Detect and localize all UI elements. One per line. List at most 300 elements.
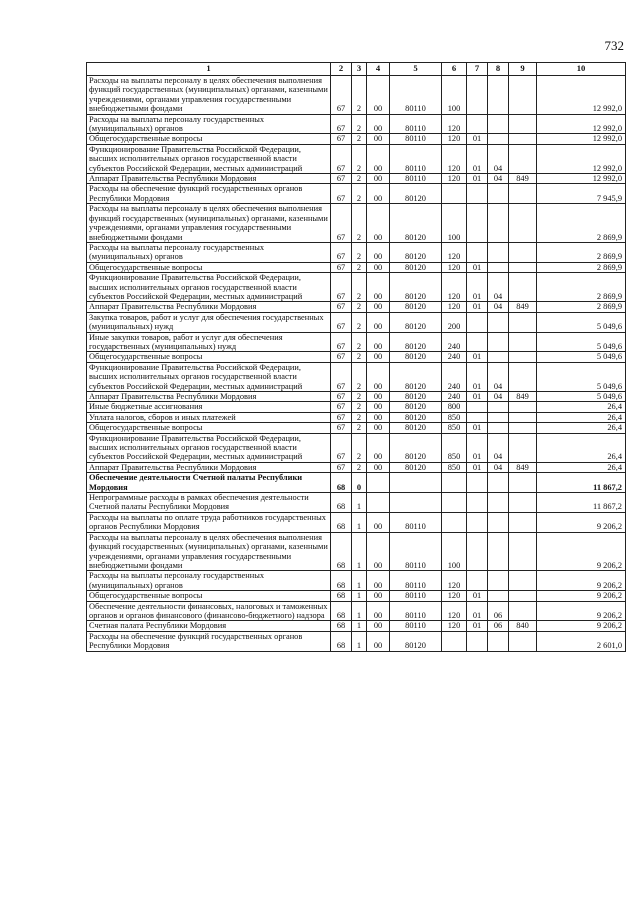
col-code-6: 120 <box>442 174 467 184</box>
col-code-6: 850 <box>442 423 467 433</box>
col-code-7 <box>467 473 488 493</box>
header-cell: 3 <box>352 63 367 76</box>
table-row <box>87 204 626 243</box>
col-code-6: 120 <box>442 591 467 601</box>
col-code-4: 00 <box>367 204 390 243</box>
col-code-8 <box>488 262 509 272</box>
col-code-6: 850 <box>442 462 467 472</box>
col-code-2: 67 <box>331 204 352 243</box>
col-code-9 <box>509 362 537 391</box>
col-code-8 <box>488 591 509 601</box>
col-code-2: 67 <box>331 242 352 262</box>
col-code-8 <box>488 312 509 332</box>
col-code-4: 00 <box>367 433 390 462</box>
row-amount: 2 869,9 <box>537 242 626 262</box>
col-code-6: 120 <box>442 302 467 312</box>
col-code-6: 120 <box>442 621 467 631</box>
col-code-5: 80110 <box>390 532 442 571</box>
row-amount: 11 867,2 <box>537 473 626 493</box>
row-amount: 12 992,0 <box>537 134 626 144</box>
col-code-5: 80120 <box>390 462 442 472</box>
row-description: Расходы на обеспечение функций государственных органов Республики Мордовия <box>87 184 331 204</box>
col-code-8 <box>488 76 509 115</box>
col-code-8: 06 <box>488 601 509 621</box>
col-code-2: 67 <box>331 332 352 352</box>
row-description: Общегосударственные вопросы <box>87 134 331 144</box>
col-code-5: 80110 <box>390 591 442 601</box>
header-cell: 6 <box>442 63 467 76</box>
row-description: Счетная палата Республики Мордовия <box>87 621 331 631</box>
col-code-9 <box>509 273 537 302</box>
col-code-9: 849 <box>509 174 537 184</box>
row-description: Непрограммные расходы в рамках обеспечения деятельности Счетной палаты Республики Мордовия <box>87 493 331 513</box>
row-description: Закупка товаров, работ и услуг для обеспечения государственных (муниципальных) нужд <box>87 312 331 332</box>
col-code-7: 01 <box>467 621 488 631</box>
table-row <box>87 402 626 412</box>
table-row <box>87 571 626 591</box>
col-code-5: 80110 <box>390 76 442 115</box>
col-code-9 <box>509 532 537 571</box>
table-row <box>87 493 626 513</box>
col-code-6: 120 <box>442 273 467 302</box>
col-code-5: 80120 <box>390 631 442 651</box>
row-amount: 2 869,9 <box>537 204 626 243</box>
col-code-5: 80120 <box>390 392 442 402</box>
col-code-2: 67 <box>331 433 352 462</box>
row-description: Обеспечение деятельности финансовых, налоговых и таможенных органов и органов финансового (финансово-бюджетного) надзора <box>87 601 331 621</box>
row-description: Расходы на выплаты персоналу в целях обеспечения выполнения функций государственных (муниципальных) органами, казенными учреждениями, органами управления государственными внебюджетными фондами <box>87 532 331 571</box>
col-code-3: 2 <box>352 332 367 352</box>
col-code-7: 01 <box>467 462 488 472</box>
col-code-6 <box>442 473 467 493</box>
col-code-7: 01 <box>467 302 488 312</box>
col-code-3: 2 <box>352 392 367 402</box>
row-amount: 26,4 <box>537 412 626 422</box>
col-code-8 <box>488 631 509 651</box>
col-code-9: 849 <box>509 302 537 312</box>
col-code-4: 00 <box>367 412 390 422</box>
col-code-3: 2 <box>352 412 367 422</box>
col-code-9 <box>509 204 537 243</box>
col-code-3: 2 <box>352 462 367 472</box>
col-code-4: 00 <box>367 423 390 433</box>
col-code-8 <box>488 571 509 591</box>
col-code-7 <box>467 332 488 352</box>
col-code-8 <box>488 114 509 134</box>
col-code-4: 00 <box>367 273 390 302</box>
col-code-6: 120 <box>442 114 467 134</box>
col-code-4: 00 <box>367 631 390 651</box>
row-amount: 2 601,0 <box>537 631 626 651</box>
col-code-2: 67 <box>331 184 352 204</box>
col-code-2: 67 <box>331 352 352 362</box>
col-code-9 <box>509 473 537 493</box>
col-code-4: 00 <box>367 302 390 312</box>
table-row <box>87 302 626 312</box>
col-code-9 <box>509 412 537 422</box>
row-amount: 2 869,9 <box>537 273 626 302</box>
col-code-6: 850 <box>442 433 467 462</box>
col-code-2: 68 <box>331 631 352 651</box>
col-code-8 <box>488 493 509 513</box>
col-code-3: 2 <box>352 134 367 144</box>
col-code-2: 67 <box>331 462 352 472</box>
row-amount: 5 049,6 <box>537 362 626 391</box>
col-code-3: 1 <box>352 512 367 532</box>
col-code-7: 01 <box>467 423 488 433</box>
col-code-8 <box>488 532 509 571</box>
col-code-5 <box>390 473 442 493</box>
table-row <box>87 473 626 493</box>
col-code-7 <box>467 204 488 243</box>
col-code-7 <box>467 242 488 262</box>
col-code-8 <box>488 412 509 422</box>
row-amount: 12 992,0 <box>537 174 626 184</box>
table-row <box>87 591 626 601</box>
col-code-6 <box>442 512 467 532</box>
col-code-5: 80120 <box>390 352 442 362</box>
col-code-3: 2 <box>352 362 367 391</box>
header-cell: 7 <box>467 63 488 76</box>
table-row <box>87 423 626 433</box>
row-description: Аппарат Правительства Республики Мордовия <box>87 302 331 312</box>
col-code-2: 68 <box>331 571 352 591</box>
col-code-5: 80110 <box>390 144 442 173</box>
table-row <box>87 532 626 571</box>
col-code-2: 67 <box>331 134 352 144</box>
col-code-2: 68 <box>331 601 352 621</box>
table-row <box>87 262 626 272</box>
row-amount: 9 206,2 <box>537 601 626 621</box>
col-code-6: 120 <box>442 242 467 262</box>
col-code-8: 06 <box>488 621 509 631</box>
col-code-8: 04 <box>488 462 509 472</box>
col-code-3: 1 <box>352 571 367 591</box>
col-code-8: 04 <box>488 302 509 312</box>
table-row <box>87 392 626 402</box>
col-code-3: 1 <box>352 601 367 621</box>
col-code-5: 80110 <box>390 571 442 591</box>
table-row <box>87 242 626 262</box>
table-row <box>87 332 626 352</box>
col-code-9 <box>509 571 537 591</box>
col-code-4: 00 <box>367 362 390 391</box>
col-code-2: 67 <box>331 402 352 412</box>
row-description: Обеспечение деятельности Счетной палаты Республики Мордовия <box>87 473 331 493</box>
table-row <box>87 76 626 115</box>
row-amount: 2 869,9 <box>537 302 626 312</box>
col-code-8 <box>488 204 509 243</box>
col-code-8 <box>488 184 509 204</box>
col-code-3: 1 <box>352 621 367 631</box>
col-code-5: 80120 <box>390 362 442 391</box>
col-code-2: 67 <box>331 302 352 312</box>
col-code-2: 67 <box>331 312 352 332</box>
col-code-3: 1 <box>352 631 367 651</box>
col-code-3: 2 <box>352 273 367 302</box>
col-code-9 <box>509 591 537 601</box>
budget-table <box>86 62 626 652</box>
row-description: Расходы на выплаты персоналу государственных (муниципальных) органов <box>87 114 331 134</box>
col-code-6: 240 <box>442 332 467 352</box>
row-amount: 5 049,6 <box>537 392 626 402</box>
col-code-5: 80120 <box>390 302 442 312</box>
row-amount: 12 992,0 <box>537 114 626 134</box>
table-row <box>87 601 626 621</box>
col-code-3: 2 <box>352 402 367 412</box>
col-code-5: 80120 <box>390 262 442 272</box>
col-code-7: 01 <box>467 352 488 362</box>
col-code-2: 68 <box>331 532 352 571</box>
col-code-6: 100 <box>442 204 467 243</box>
table-row <box>87 174 626 184</box>
col-code-6: 240 <box>442 362 467 391</box>
col-code-7: 01 <box>467 601 488 621</box>
row-amount: 7 945,9 <box>537 184 626 204</box>
col-code-5: 80110 <box>390 621 442 631</box>
col-code-8: 04 <box>488 174 509 184</box>
col-code-5 <box>390 493 442 513</box>
col-code-7 <box>467 402 488 412</box>
col-code-3: 2 <box>352 144 367 173</box>
row-amount: 12 992,0 <box>537 76 626 115</box>
col-code-5: 80110 <box>390 174 442 184</box>
col-code-2: 67 <box>331 412 352 422</box>
table-row <box>87 352 626 362</box>
col-code-3: 2 <box>352 302 367 312</box>
header-row <box>87 63 626 76</box>
header-cell: 2 <box>331 63 352 76</box>
header-cell: 5 <box>390 63 442 76</box>
col-code-4: 00 <box>367 242 390 262</box>
col-code-3: 1 <box>352 591 367 601</box>
col-code-7: 01 <box>467 144 488 173</box>
table-row <box>87 412 626 422</box>
col-code-3: 2 <box>352 433 367 462</box>
table-row <box>87 134 626 144</box>
col-code-3: 1 <box>352 493 367 513</box>
col-code-5: 80120 <box>390 204 442 243</box>
header-cell: 4 <box>367 63 390 76</box>
table-row <box>87 362 626 391</box>
col-code-4: 00 <box>367 184 390 204</box>
col-code-8: 04 <box>488 144 509 173</box>
col-code-4: 00 <box>367 312 390 332</box>
page-number: 732 <box>604 38 624 53</box>
col-code-4: 00 <box>367 621 390 631</box>
col-code-9 <box>509 423 537 433</box>
table-body <box>87 63 626 652</box>
col-code-9 <box>509 493 537 513</box>
col-code-5: 80120 <box>390 412 442 422</box>
row-description: Иные бюджетные ассигнования <box>87 402 331 412</box>
col-code-9 <box>509 114 537 134</box>
row-description: Аппарат Правительства Республики Мордовия <box>87 392 331 402</box>
row-description: Общегосударственные вопросы <box>87 423 331 433</box>
col-code-7 <box>467 631 488 651</box>
col-code-9: 849 <box>509 462 537 472</box>
col-code-6: 120 <box>442 144 467 173</box>
col-code-7: 01 <box>467 134 488 144</box>
col-code-8 <box>488 473 509 493</box>
col-code-4: 00 <box>367 392 390 402</box>
row-amount: 5 049,6 <box>537 312 626 332</box>
col-code-6: 100 <box>442 76 467 115</box>
col-code-7: 01 <box>467 591 488 601</box>
col-code-9 <box>509 262 537 272</box>
col-code-7: 01 <box>467 392 488 402</box>
col-code-2: 67 <box>331 362 352 391</box>
table-row <box>87 631 626 651</box>
col-code-5: 80120 <box>390 433 442 462</box>
col-code-4: 00 <box>367 571 390 591</box>
col-code-2: 67 <box>331 144 352 173</box>
col-code-6: 120 <box>442 262 467 272</box>
col-code-3: 2 <box>352 262 367 272</box>
col-code-9 <box>509 312 537 332</box>
col-code-2: 67 <box>331 423 352 433</box>
col-code-8 <box>488 134 509 144</box>
table-row <box>87 512 626 532</box>
col-code-5: 80120 <box>390 332 442 352</box>
col-code-4: 00 <box>367 262 390 272</box>
col-code-3: 2 <box>352 352 367 362</box>
col-code-4: 00 <box>367 512 390 532</box>
col-code-7 <box>467 512 488 532</box>
col-code-5: 80110 <box>390 601 442 621</box>
col-code-9: 840 <box>509 621 537 631</box>
row-description: Расходы на выплаты по оплате труда работников государственных органов Республики Мордовия <box>87 512 331 532</box>
col-code-8 <box>488 423 509 433</box>
col-code-9 <box>509 433 537 462</box>
col-code-5: 80120 <box>390 402 442 412</box>
col-code-2: 67 <box>331 262 352 272</box>
row-description: Общегосударственные вопросы <box>87 591 331 601</box>
col-code-8 <box>488 242 509 262</box>
row-amount: 26,4 <box>537 402 626 412</box>
col-code-4: 00 <box>367 462 390 472</box>
col-code-3: 2 <box>352 76 367 115</box>
col-code-5: 80120 <box>390 312 442 332</box>
col-code-2: 67 <box>331 76 352 115</box>
col-code-2: 67 <box>331 273 352 302</box>
col-code-8 <box>488 512 509 532</box>
table-row <box>87 114 626 134</box>
col-code-4: 00 <box>367 76 390 115</box>
row-amount: 9 206,2 <box>537 621 626 631</box>
col-code-4: 00 <box>367 402 390 412</box>
row-description: Аппарат Правительства Республики Мордовия <box>87 462 331 472</box>
col-code-6: 100 <box>442 532 467 571</box>
col-code-2: 67 <box>331 392 352 402</box>
col-code-2: 68 <box>331 591 352 601</box>
col-code-7 <box>467 114 488 134</box>
col-code-7: 01 <box>467 433 488 462</box>
row-amount: 9 206,2 <box>537 532 626 571</box>
col-code-5: 80120 <box>390 423 442 433</box>
table-row <box>87 312 626 332</box>
col-code-4: 00 <box>367 114 390 134</box>
col-code-2: 67 <box>331 174 352 184</box>
col-code-6 <box>442 493 467 513</box>
col-code-8 <box>488 352 509 362</box>
col-code-5: 80120 <box>390 242 442 262</box>
col-code-4: 00 <box>367 332 390 352</box>
col-code-9 <box>509 352 537 362</box>
col-code-6 <box>442 184 467 204</box>
col-code-5: 80110 <box>390 114 442 134</box>
row-description: Расходы на обеспечение функций государственных органов Республики Мордовия <box>87 631 331 651</box>
row-amount: 11 867,2 <box>537 493 626 513</box>
row-amount: 5 049,6 <box>537 332 626 352</box>
col-code-7 <box>467 493 488 513</box>
col-code-2: 68 <box>331 493 352 513</box>
col-code-3: 2 <box>352 184 367 204</box>
table-row <box>87 621 626 631</box>
col-code-8: 04 <box>488 392 509 402</box>
col-code-7 <box>467 571 488 591</box>
col-code-6: 800 <box>442 402 467 412</box>
col-code-8: 04 <box>488 273 509 302</box>
col-code-7: 01 <box>467 174 488 184</box>
row-description: Расходы на выплаты персоналу государственных (муниципальных) органов <box>87 571 331 591</box>
col-code-8: 04 <box>488 362 509 391</box>
col-code-9: 849 <box>509 392 537 402</box>
col-code-6: 240 <box>442 392 467 402</box>
row-description: Уплата налогов, сборов и иных платежей <box>87 412 331 422</box>
row-description: Расходы на выплаты персоналу в целях обеспечения выполнения функций государственных (муниципальных) органами, казенными учреждениями, органами управления государственными внебюджетными фондами <box>87 76 331 115</box>
header-cell: 1 <box>87 63 331 76</box>
row-amount: 2 869,9 <box>537 262 626 272</box>
table-row <box>87 144 626 173</box>
col-code-7 <box>467 532 488 571</box>
row-description: Аппарат Правительства Республики Мордовия <box>87 174 331 184</box>
col-code-3: 2 <box>352 204 367 243</box>
col-code-7: 01 <box>467 262 488 272</box>
col-code-8: 04 <box>488 433 509 462</box>
col-code-4 <box>367 473 390 493</box>
row-description: Расходы на выплаты персоналу в целях обеспечения выполнения функций государственных (муниципальных) органами, казенными учреждениями, органами управления государственными внебюджетными фондами <box>87 204 331 243</box>
col-code-4 <box>367 493 390 513</box>
col-code-5: 80110 <box>390 512 442 532</box>
col-code-8 <box>488 402 509 412</box>
col-code-4: 00 <box>367 352 390 362</box>
col-code-7: 01 <box>467 362 488 391</box>
col-code-7 <box>467 312 488 332</box>
col-code-6 <box>442 631 467 651</box>
col-code-5: 80120 <box>390 184 442 204</box>
col-code-7: 01 <box>467 273 488 302</box>
col-code-9 <box>509 134 537 144</box>
row-description: Общегосударственные вопросы <box>87 352 331 362</box>
col-code-4: 00 <box>367 591 390 601</box>
row-description: Расходы на выплаты персоналу государственных (муниципальных) органов <box>87 242 331 262</box>
col-code-7 <box>467 412 488 422</box>
row-description: Общегосударственные вопросы <box>87 262 331 272</box>
header-cell: 10 <box>537 63 626 76</box>
col-code-9 <box>509 242 537 262</box>
row-description: Функционирование Правительства Российской Федерации, высших исполнительных органов государственной власти субъектов Российской Федерации, местных администраций <box>87 273 331 302</box>
table-row <box>87 273 626 302</box>
col-code-9 <box>509 144 537 173</box>
col-code-6: 200 <box>442 312 467 332</box>
row-amount: 5 049,6 <box>537 352 626 362</box>
table-row <box>87 184 626 204</box>
row-amount: 26,4 <box>537 433 626 462</box>
col-code-5: 80110 <box>390 134 442 144</box>
col-code-5: 80120 <box>390 273 442 302</box>
col-code-4: 00 <box>367 532 390 571</box>
